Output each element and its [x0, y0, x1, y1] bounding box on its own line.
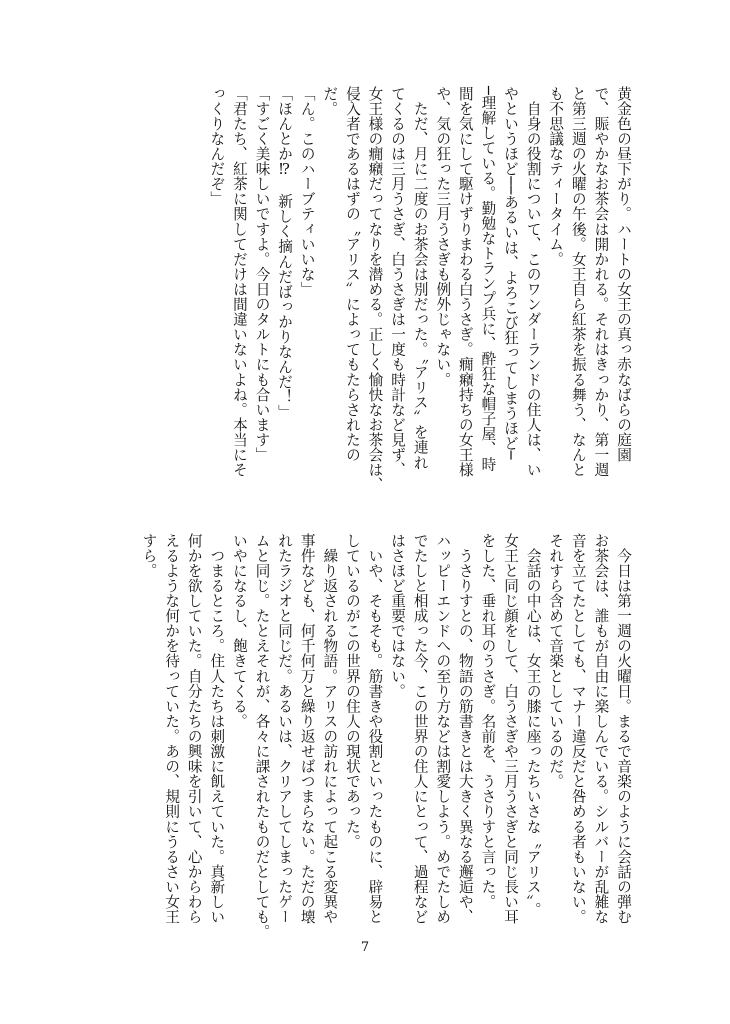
- text-line: しているのがこの世界の住人の現状であった。: [343, 533, 361, 850]
- text-line: ─理解している。勤勉なトランプ兵に、酔狂な帽子屋、時: [479, 86, 497, 472]
- text-line: と第三週の火曜の午後。女王自ら紅茶を振る舞う、なんと: [569, 86, 587, 478]
- text-line: いや、そもそも。筋書きや役割といったものに、辟易と: [366, 533, 384, 925]
- text-block-bottom: [137, 533, 634, 940]
- page-number: 7: [360, 940, 370, 955]
- text-line: うさりすとの、物語の筋書きとは大きく異なる邂逅や、: [456, 533, 474, 925]
- text-line: ハッピーエンドへの至り方などは割愛しよう。めでたしめ: [434, 533, 452, 925]
- text-line: てくるのは三月うさぎ、白うさぎは一度も時計など見ず、: [389, 86, 407, 478]
- text-line: 「君たち、紅茶に関してだけは間違いないよね。本当にそ: [230, 86, 248, 478]
- text-line: はさほど重要ではない。: [389, 533, 407, 699]
- text-line: 繰り返される物語。アリスの訪れによって起こる変異や: [321, 533, 339, 925]
- text-line: やというほど──あるいは、よろこび狂ってしまうほど─: [502, 86, 520, 460]
- text-line: すら。: [140, 533, 158, 579]
- text-line: でたしと相成った今、この世界の住人にとって、過程など: [411, 533, 429, 925]
- text-line: 黄金色の昼下がり。ハートの女王の真っ赤なばらの庭園: [615, 86, 632, 463]
- text-line: ただ、月に二度のお茶会は別だった。〝アリス〟を連れ: [411, 86, 429, 470]
- text-line: つまるところ。住人たちは刺激に飢えていた。真新しい: [208, 533, 226, 925]
- text-line: っくりなんだぞ」: [208, 86, 226, 207]
- text-line: をした、垂れ耳のうさぎ。名前を、うさりすと言った。: [479, 533, 497, 910]
- text-line: 間を気にして駆けずりまわる白うさぎ。癇癪持ちの女王様: [456, 86, 474, 478]
- text-line: 侵入者であるはずの〝アリス〟によってもたらされたの: [343, 86, 361, 463]
- text-line: で、賑やかなお茶会は開かれる。それはきっかり、第一週: [592, 86, 610, 478]
- text-line: えるような何かを待っていた。あの、規則にうるさい女王: [163, 533, 181, 925]
- text-line: 「ほんとか⁉ 新しく摘んだばっかりなんだ！」: [276, 86, 294, 420]
- text-line: 「すごく美味しいですよ。今日のタルトにも合います」: [253, 86, 271, 463]
- text-line: も不思議なティータイム。: [547, 86, 565, 267]
- text-line: や、気の狂った三月うさぎも例外じゃない。: [434, 86, 452, 387]
- text-line: れたラジオと同じだ。あるいは、クリアしてしまったゲー: [276, 533, 294, 925]
- text-line: 自身の役割について、このワンダーランドの住人は、い: [524, 86, 542, 478]
- text-line: ムと同じ。たとえそれが、各々に課されたものだとしても。: [253, 533, 271, 940]
- text-block-top: [205, 86, 634, 493]
- text-line: お茶会は、誰もが自由に楽しんでいる。シルバーが乱雑な: [592, 533, 610, 925]
- text-line: 今日は第一週の火曜日。まるで音楽のように会話の弾む: [615, 533, 632, 925]
- text-line: 事件なども、何千何万と繰り返せばつまらない。ただの壊: [298, 533, 316, 925]
- text-line: 女王と同じ顔をして、白うさぎや三月うさぎと同じ長い耳: [502, 533, 520, 925]
- text-line: いやになるし、飽きてくる。: [230, 533, 248, 729]
- text-line: 何かを欲していた。自分たちの興味を引いて、心からわら: [185, 533, 203, 925]
- text-line: 女王様の癇癪だってなりを潜める。正しく愉快なお茶会は、: [366, 86, 384, 493]
- text-line: それすら含めて音楽としているのだ。: [547, 533, 565, 789]
- text-line: だ。: [321, 86, 339, 117]
- text-line: 音を立てたとしても、マナー違反だと咎める者もいない。: [569, 533, 587, 925]
- text-line: 会話の中心は、女王の膝に座ったちいさな〝アリス〟。: [524, 533, 542, 917]
- text-line: 「ん。このハーブティいいな」: [298, 86, 316, 297]
